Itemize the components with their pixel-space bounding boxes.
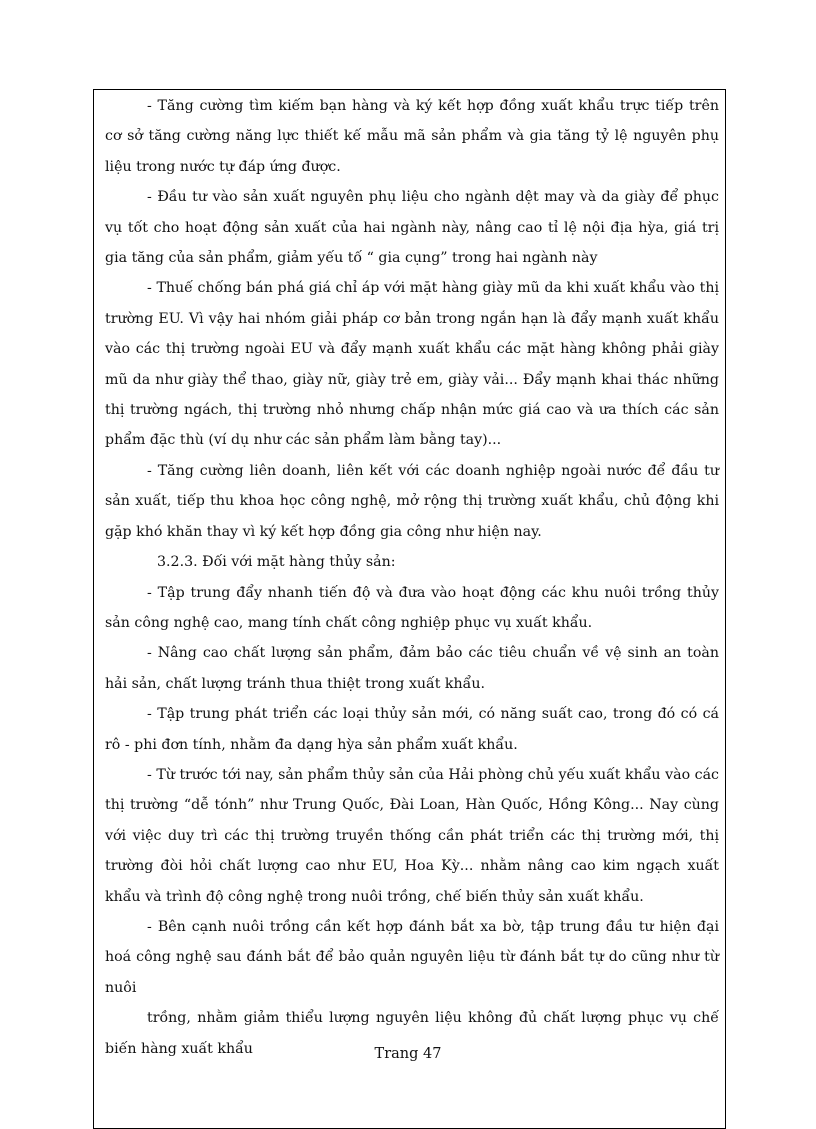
paragraph: - Nâng cao chất lượng sản phẩm, đảm bảo các tiêu chuẩn về vệ sinh an toàn hải sản, chất lượng tránh thua thiệt trong xuất khẩu. <box>105 645 719 692</box>
document-body <box>105 91 719 1064</box>
paragraph: - Bên cạnh nuôi trồng cần kết hợp đánh bắt xa bờ, tập trung đầu tư hiện đại hoá công nghệ sau đánh bắt để bảo quản nguyên liệu từ đánh bắt tự do cũng như từ nuôi <box>105 918 719 996</box>
paragraph: - Thuế chống bán phá giá chỉ áp với mặt hàng giày mũ da khi xuất khẩu vào thị trường EU. Vì vậy hai nhóm giải pháp cơ bản trong ngắn hạn là đẩy mạnh xuất khẩu vào các thị trường ngoài EU và đẩy mạnh xuất khẩu các mặt hàng không phải giày mũ da như giày thể thao, giày nữ, giày trẻ em, giày vải... Đẩy mạnh khai thác những thị trường ngách, thị trường nhỏ nhưng chấp nhận mức giá cao và ưa thích các sản phẩm đặc thù (ví dụ như các sản phẩm làm bằng tay)... <box>105 280 719 449</box>
paragraph: - Từ trước tới nay, sản phẩm thủy sản của Hải phòng chủ yếu xuất khẩu vào các thị trường “dễ tónh” như Trung Quốc, Đài Loan, Hàn Quốc, Hồng Kông... Nay cùng với việc duy trì các thị trường truyền thống cần phát triển các thị trường mới, thị trường đòi hỏi chất lượng cao như EU, Hoa Kỳ... nhằm nâng cao kim ngạch xuất khẩu và trình độ công nghệ trong nuôi trồng, chế biến thủy sản xuất khẩu. <box>105 766 719 905</box>
paragraph: trồng, nhằm giảm thiểu lượng nguyên liệu không đủ chất lượng phục vụ chế biến hàng xuất khẩu <box>105 1010 719 1057</box>
paragraph: - Tập trung phát triển các loại thủy sản mới, có năng suất cao, trong đó có cá rô - phi đơn tính, nhằm đa dạng hỳa sản phẩm xuất khẩu. <box>105 706 719 753</box>
paragraph: - Đầu tư vào sản xuất nguyên phụ liệu cho ngành dệt may và da giày để phục vụ tốt cho hoạt động sản xuất của hai ngành này, nâng cao tỉ lệ nội địa hỳa, giá trị gia tăng của sản phẩm, giảm yếu tố “ gia cụng” trong hai ngành này <box>105 189 719 267</box>
paragraph: - Tăng cường tìm kiếm bạn hàng và ký kết hợp đồng xuất khẩu trực tiếp trên cơ sở tăng cường năng lực thiết kế mẫu mã sản phẩm và gia tăng tỷ lệ nguyên phụ liệu trong nước tự đáp ứng được. <box>105 98 719 175</box>
section-heading: 3.2.3. Đối với mặt hàng thủy sản: <box>157 554 396 571</box>
paragraph: - Tập trung đẩy nhanh tiến độ và đưa vào hoạt động các khu nuôi trồng thủy sản công nghệ cao, mang tính chất công nghiệp phục vụ xuất khẩu. <box>105 584 719 631</box>
paragraph: - Tăng cường liên doanh, liên kết với các doanh nghiệp ngoài nước để đầu tư sản xuất, tiếp thu khoa học công nghệ, mở rộng thị trường xuất khẩu, chủ động khi gặp khó khăn thay vì ký kết hợp đồng gia công như hiện nay. <box>105 462 719 540</box>
page-number: Trang 47 <box>374 1046 442 1062</box>
